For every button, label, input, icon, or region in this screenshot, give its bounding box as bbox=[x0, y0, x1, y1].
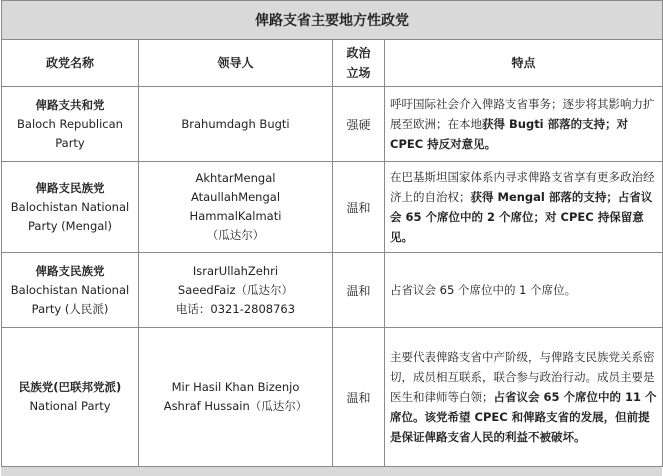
table-title-row bbox=[2, 1, 663, 40]
features-cell bbox=[385, 253, 663, 328]
table-row bbox=[2, 253, 663, 328]
leader-cell bbox=[139, 328, 333, 467]
features-text-bold: 获得 Bugti 部落的支持；对 CPEC 持反对意见。 bbox=[390, 117, 629, 151]
party-name-en: National Party bbox=[29, 399, 111, 413]
leader-name: Ashraf Hussain（瓜达尔） bbox=[163, 399, 308, 413]
party-name-en: Party (人民派) bbox=[31, 301, 109, 316]
party-name-en: Balochistan National bbox=[10, 282, 130, 297]
table-row bbox=[2, 87, 663, 162]
leader-phone: 电话：0321-2808763 bbox=[175, 301, 296, 316]
leader-name: SaeedFaiz（瓜达尔） bbox=[177, 282, 294, 297]
party-name-cell bbox=[2, 87, 139, 162]
leader-name: Mir Hasil Khan Bizenjo bbox=[171, 380, 300, 394]
header-stance bbox=[333, 40, 385, 87]
party-name-zh: 俾路支民族党 bbox=[35, 180, 105, 195]
stance-cell: 温和 bbox=[333, 253, 385, 328]
table-title: 俾路支省主要地方性政党 bbox=[2, 1, 663, 40]
party-name-zh: 民族党(巴联邦党派) bbox=[18, 380, 122, 394]
leader-cell bbox=[139, 87, 333, 162]
table-header-row bbox=[2, 40, 663, 87]
party-name-zh: 俾路支共和党 bbox=[35, 97, 105, 112]
features-text-bold: 占省议会 65 个席位中的 11 个席位。该党希望 CPEC 和俾路支省的发展，但前提是保证俾路支省人民的利益不被破坏。 bbox=[390, 390, 657, 444]
leader-name: HammalKalmati bbox=[189, 209, 282, 223]
features-text: 在巴基斯坦国家体系内寻求俾路支省享有更多政治经济上的自治权； bbox=[390, 170, 655, 204]
header-features: 特点 bbox=[385, 40, 663, 87]
party-name-cell bbox=[2, 328, 139, 467]
leader-cell bbox=[139, 162, 333, 253]
party-name-cell bbox=[2, 162, 139, 253]
stance-cell: 温和 bbox=[333, 162, 385, 253]
features-text-bold: 获得 Mengal 部落的支持；占省议会 65 个席位中的 2 个席位；对 CPEC 持保留意见。 bbox=[390, 190, 653, 244]
header-stance-line1: 政治 bbox=[346, 46, 371, 60]
leader-location: （瓜达尔） bbox=[206, 228, 265, 242]
party-name-zh: 俾路支民族党 bbox=[35, 263, 105, 278]
header-stance-line2: 立场 bbox=[346, 66, 371, 80]
leader-name: AkhtarMengal bbox=[195, 171, 276, 185]
table-row bbox=[2, 162, 663, 253]
header-leader: 领导人 bbox=[139, 40, 333, 87]
features-text: 占省议会 65 个席位中的 1 个席位。 bbox=[390, 283, 577, 297]
party-name-en: Party (Mengal) bbox=[28, 218, 112, 233]
leader-cell bbox=[139, 253, 333, 328]
party-name-en: Party bbox=[55, 135, 85, 150]
leader-name: IsrarUllahZehri bbox=[192, 263, 279, 278]
party-table-document bbox=[1, 0, 662, 475]
features-text: 呼吁国际社会介入俾路支省事务；逐步将其影响力扩展至欧洲；在本地 bbox=[390, 97, 655, 131]
leader-name: Brahumdagh Bugti bbox=[181, 116, 290, 131]
header-party: 政党名称 bbox=[2, 40, 139, 87]
party-name-en: Balochistan National bbox=[10, 199, 130, 214]
stance-cell: 强硬 bbox=[333, 87, 385, 162]
features-cell bbox=[385, 87, 663, 162]
features-cell bbox=[385, 162, 663, 253]
leader-name: AtaullahMengal bbox=[190, 190, 281, 204]
stance-cell: 温和 bbox=[333, 328, 385, 467]
party-table bbox=[1, 0, 663, 467]
features-text: 主要代表俾路支省中产阶级，与俾路支民族党关系密切，成员相互联系，联合参与政治行动。成员主要是医生和律师等白领； bbox=[390, 350, 655, 404]
table-row bbox=[2, 328, 663, 467]
features-cell bbox=[385, 328, 663, 467]
party-name-en: Baloch Republican bbox=[17, 116, 123, 131]
party-name-cell bbox=[2, 253, 139, 328]
